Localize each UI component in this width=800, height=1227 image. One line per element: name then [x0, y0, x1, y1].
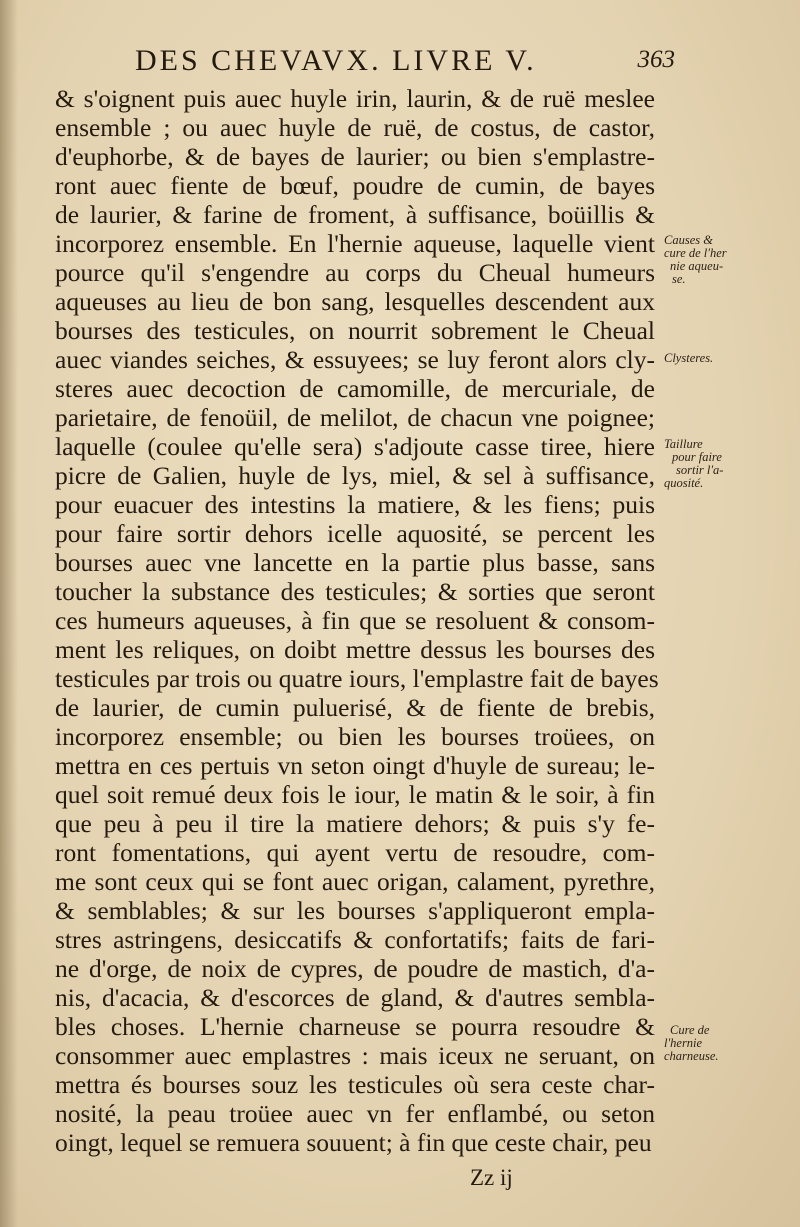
text-line: que peu à peu il tire la matiere dehors; & puis s'y fe- [55, 809, 655, 838]
text-line: steres auec decoction de camomille, de mercuriale, de [55, 374, 655, 403]
text-line: testicules par trois ou quatre iours, l'emplastre fait de bayes [55, 664, 659, 693]
text-line: picre de Galien, huyle de lys, miel, & sel à suffisance, [55, 461, 655, 490]
text-line: ment les reliques, on doibt mettre dessus les bourses des [55, 635, 655, 664]
page-number: 363 [637, 46, 675, 73]
marginal-note-line: Causes & [664, 233, 713, 247]
marginal-note-line: se. [672, 272, 686, 286]
page-header [135, 44, 675, 78]
text-line: incorporez ensemble. En l'hernie aqueuse, laquelle vient [55, 229, 655, 258]
main-text-block [55, 84, 659, 1157]
text-line: de laurier, de cumin puluerisé, & de fiente de brebis, [55, 693, 655, 722]
marginal-note-line: pour faire [672, 450, 722, 464]
text-line: laquelle (coulee qu'elle sera) s'adjoute casse tiree, hiere [55, 432, 655, 461]
text-line: quel soit remué deux fois le iour, le matin & le soir, à fin [55, 780, 655, 809]
running-title: DES CHEVAVX. LIVRE V. [135, 44, 537, 77]
text-line: consommer auec emplastres : mais iceux ne seruant, on [55, 1041, 655, 1070]
text-line: parietaire, de fenoüil, de melilot, de chacun vne poignee; [55, 403, 655, 432]
marginal-note-line: cure de l'her [664, 246, 727, 260]
text-line: bles choses. L'hernie charneuse se pourra resoudre & [55, 1012, 655, 1041]
text-line: me sont ceux qui se font auec origan, calament, pyrethre, [55, 867, 655, 896]
text-line: mettra en ces pertuis vn seton oingt d'huyle de sureau; le- [55, 751, 655, 780]
marginal-note-line: Clysteres. [664, 351, 714, 365]
text-line: nis, d'acacia, & d'escorces de gland, & d'autres sembla- [55, 983, 655, 1012]
marginal-note-line: l'hernie [664, 1036, 703, 1050]
text-line: ront auec fiente de bœuf, poudre de cumin, de bayes [55, 171, 655, 200]
text-line: nosité, la peau troüee auec vn fer enflambé, ou seton [55, 1099, 655, 1128]
marginal-note-line: charneuse. [664, 1049, 719, 1063]
signature-mark: Zz ij [470, 1165, 513, 1190]
text-line: toucher la substance des testicules; & sorties que seront [55, 577, 655, 606]
marginal-note-line: nie aqueu- [670, 259, 724, 273]
text-line: oingt, lequel se remuera souuent; à fin que ceste chair, peu [55, 1128, 652, 1157]
text-line: ensemble ; ou auec huyle de ruë, de costus, de castor, [55, 113, 655, 142]
marginal-note-taillure [664, 438, 794, 490]
text-line: ne d'orge, de noix de cypres, de poudre de mastich, d'a- [55, 954, 655, 983]
marginal-note-line: sortir l'a- [676, 463, 724, 477]
marginal-note-line: Cure de [670, 1023, 710, 1037]
text-line: ces humeurs aqueuses, à fin que se resoluent & consom- [55, 606, 655, 635]
text-line: pource qu'il s'engendre au corps du Cheual humeurs [55, 258, 655, 287]
text-line: incorporez ensemble; ou bien les bourses troüees, on [55, 722, 655, 751]
text-line: mettra és bourses souz les testicules où sera ceste char- [55, 1070, 655, 1099]
text-line: & semblables; & sur les bourses s'appliqueront empla- [55, 896, 655, 925]
marginal-note-cure-charneuse [664, 1024, 794, 1063]
text-line: aqueuses au lieu de bon sang, lesquelles descendent aux [55, 287, 655, 316]
text-line: de laurier, & farine de froment, à suffisance, boüillis & [55, 200, 655, 229]
text-line: bourses auec vne lancette en la partie plus basse, sans [55, 548, 655, 577]
page-gutter-shadow [0, 0, 18, 1227]
marginal-note-line: quosité. [664, 476, 704, 490]
marginal-note-clysteres [664, 352, 794, 365]
marginal-note-causes-cure [664, 234, 794, 286]
text-line: auec viandes seiches, & essuyees; se luy feront alors cly- [55, 345, 655, 374]
text-line: & s'oignent puis auec huyle irin, laurin, & de ruë meslee [55, 84, 655, 113]
text-line: ront fomentations, qui ayent vertu de resoudre, com- [55, 838, 655, 867]
text-line: d'euphorbe, & de bayes de laurier; ou bien s'emplastre- [55, 142, 655, 171]
text-line: pour faire sortir dehors icelle aquosité, se percent les [55, 519, 655, 548]
text-line: pour euacuer des intestins la matiere, & les fiens; puis [55, 490, 655, 519]
text-line: bourses des testicules, on nourrit sobrement le Cheual [55, 316, 655, 345]
marginal-note-line: Taillure [664, 437, 703, 451]
text-line: stres astringens, desiccatifs & confortatifs; faits de fari- [55, 925, 655, 954]
